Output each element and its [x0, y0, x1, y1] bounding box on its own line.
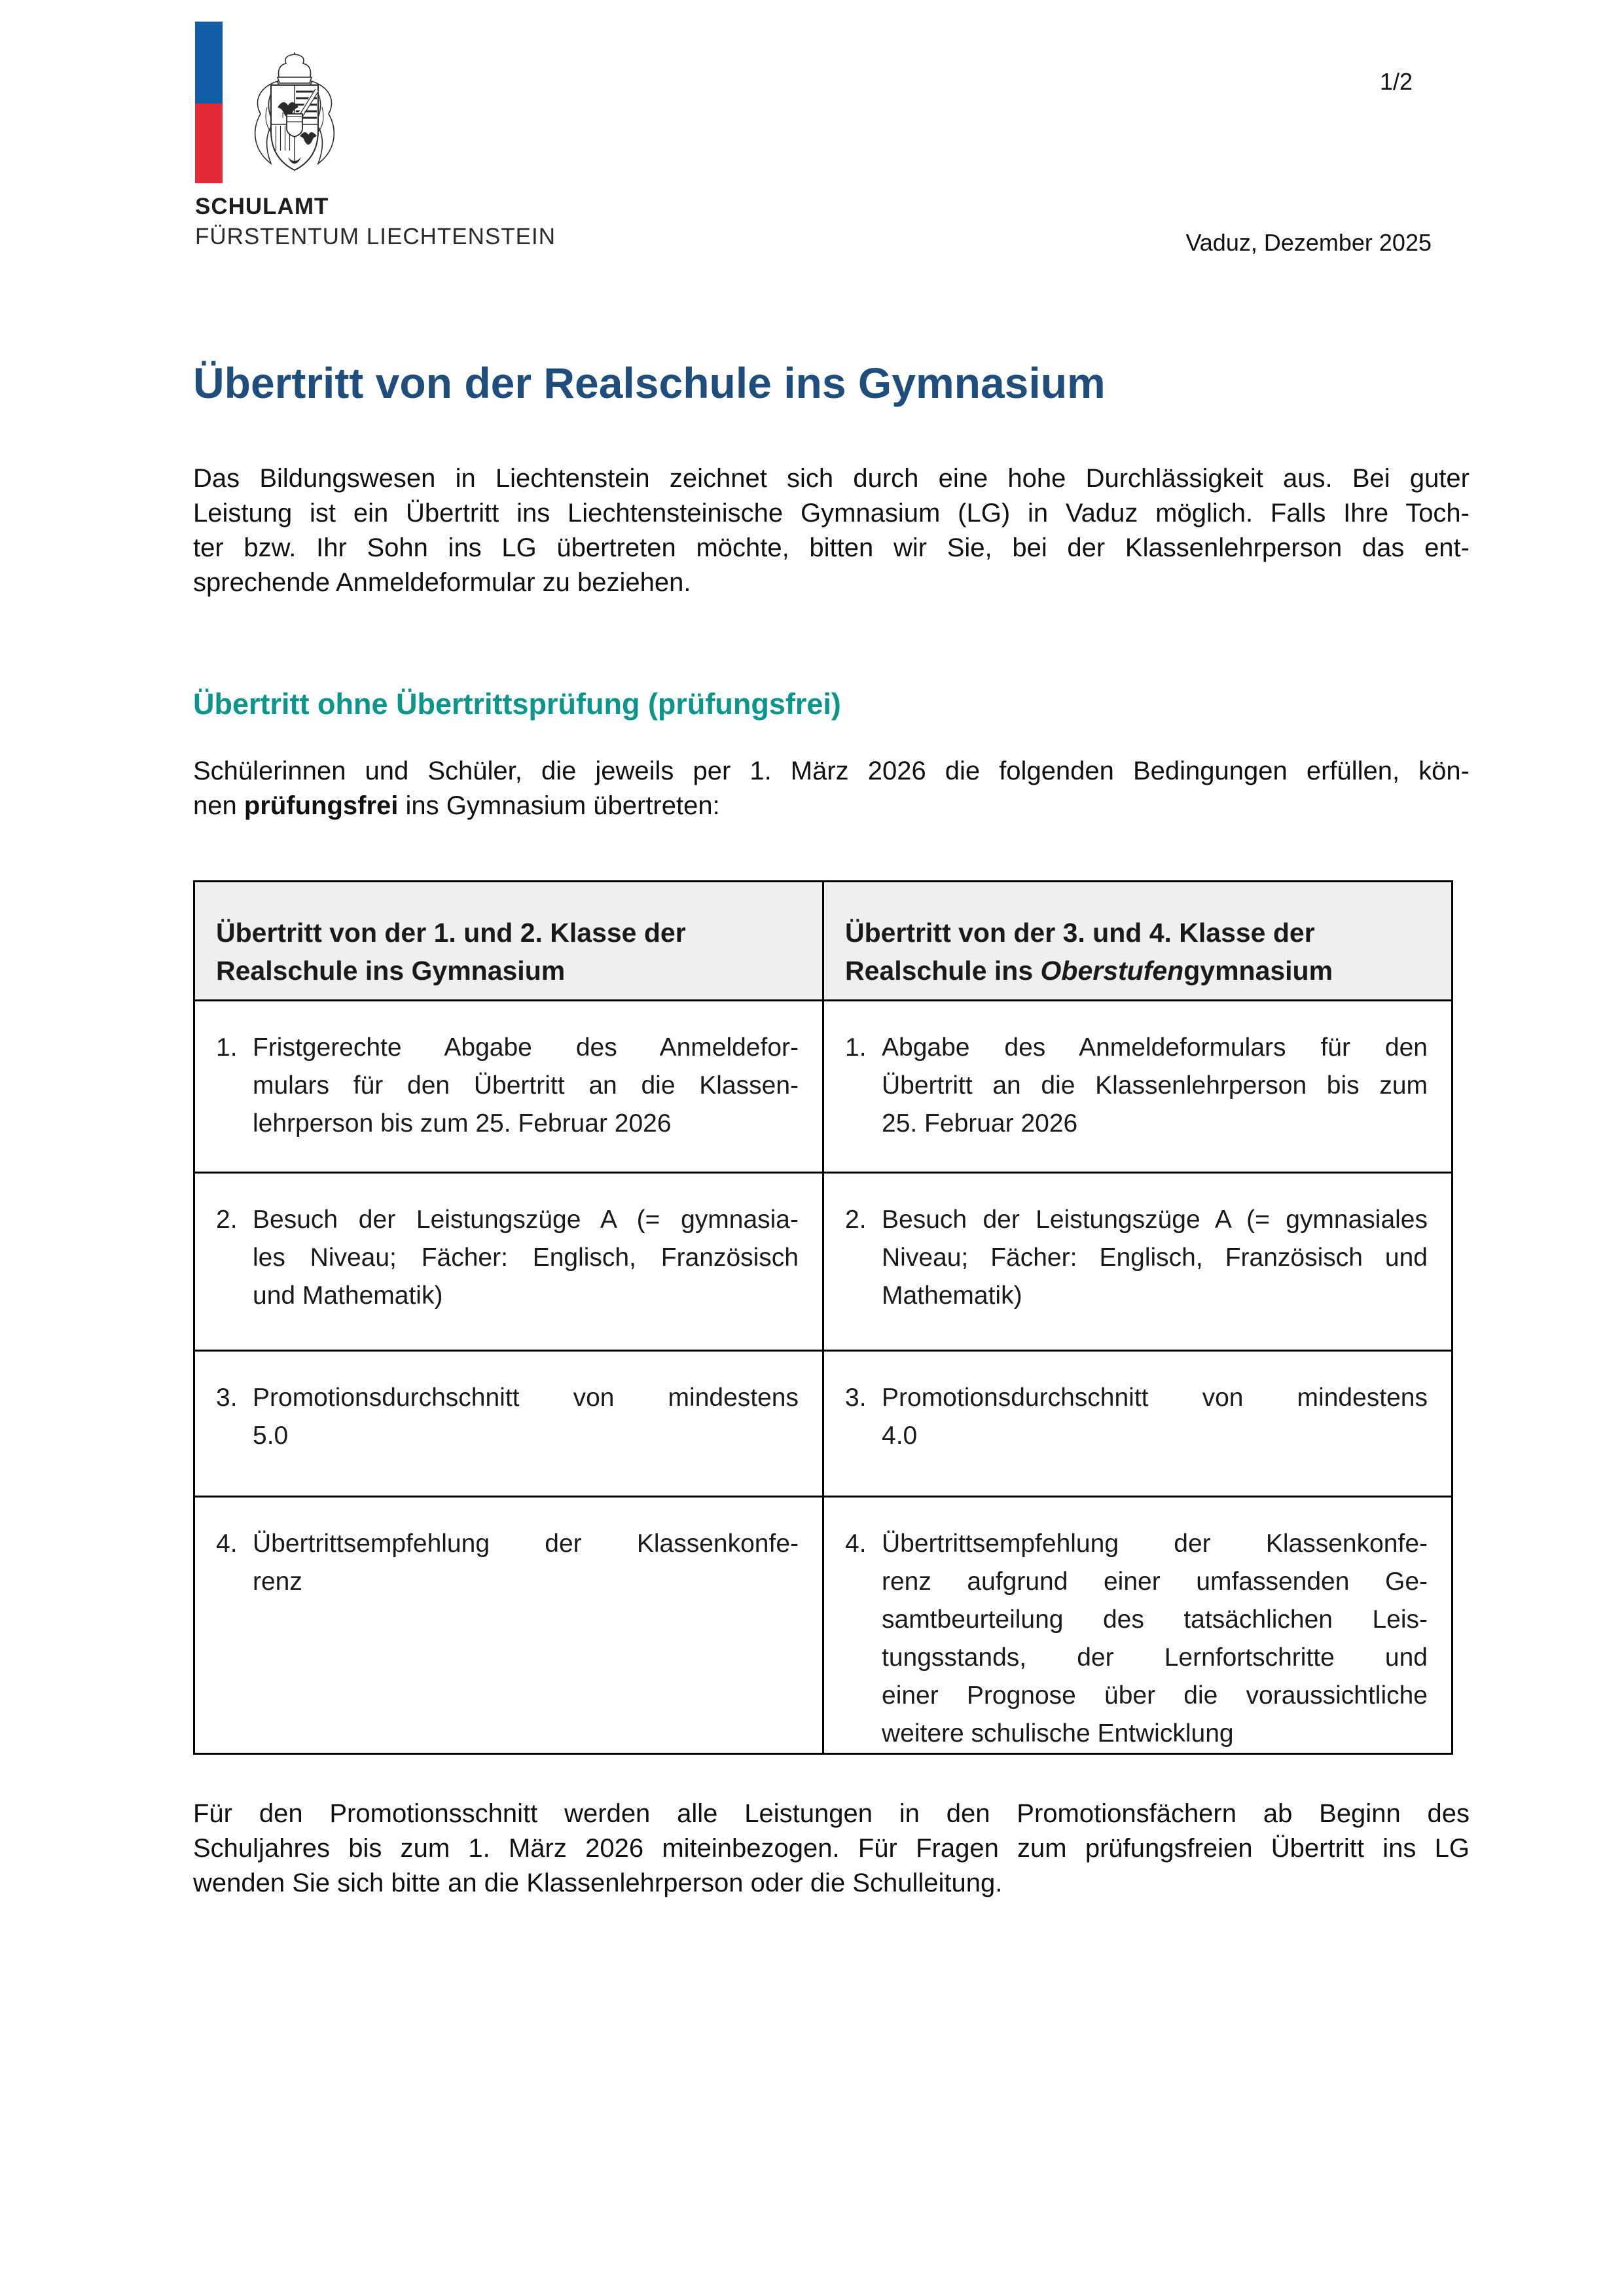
text-segment: Mathematik)	[882, 1282, 1022, 1310]
section-heading: Übertritt ohne Übertrittsprüfung (prüfungsfrei)	[193, 687, 841, 721]
list-item-text	[253, 1525, 799, 1601]
list-item-text	[882, 1029, 1428, 1143]
conditions-table-head	[194, 882, 1453, 1001]
text-line	[882, 1379, 1428, 1417]
conditions-table	[193, 880, 1453, 1755]
closing-paragraph	[193, 1797, 1470, 1901]
text-segment: Leistung ist ein Übertritt ins Liechtensteinische Gymnasium (LG) in Vaduz möglich. Falls Ihre Toch-	[193, 499, 1470, 528]
text-line	[216, 914, 799, 952]
table-cell-right	[823, 1173, 1453, 1351]
text-segment: Übertritt an die Klassenlehrperson bis zum	[882, 1071, 1428, 1100]
text-line	[845, 952, 1428, 990]
brand-bar-red	[195, 103, 223, 183]
list-number: 4.	[216, 1530, 238, 1558]
table-row	[194, 1173, 1453, 1351]
text-line	[882, 1239, 1428, 1277]
list-item-text	[253, 1379, 799, 1455]
numbered-list-item	[845, 1379, 1428, 1455]
brand-bar-blue	[195, 22, 223, 103]
org-name: SCHULAMT	[195, 194, 329, 219]
text-line	[253, 1201, 799, 1239]
text-segment: mulars für den Übertritt an die Klassen-	[253, 1071, 799, 1100]
text-line	[216, 952, 799, 990]
numbered-list-item	[216, 1029, 799, 1143]
text-segment: 25. Februar 2026	[882, 1109, 1078, 1138]
list-item-text	[882, 1201, 1428, 1315]
bold-text-segment: prüfungsfrei	[244, 791, 399, 820]
text-line	[882, 1601, 1428, 1639]
text-line	[253, 1563, 799, 1601]
text-line	[253, 1417, 799, 1455]
text-line	[253, 1029, 799, 1067]
text-segment: nen	[193, 791, 244, 820]
text-segment: Für den Promotionsschnitt werden alle Leistungen in den Promotionsfächern ab Beginn des	[193, 1799, 1470, 1828]
text-segment: Realschule ins Gymnasium	[216, 956, 566, 986]
text-line	[193, 1831, 1470, 1866]
text-segment: und Mathematik)	[253, 1282, 443, 1310]
text-line	[882, 1277, 1428, 1315]
page-number: 1/2	[1379, 68, 1413, 95]
text-line	[193, 1797, 1470, 1831]
text-segment: tungsstands, der Lernfortschritte und	[882, 1643, 1428, 1672]
list-item-text	[253, 1029, 799, 1143]
table-header-cell-left	[194, 882, 823, 1001]
document-title: Übertritt von der Realschule ins Gymnasium	[193, 359, 1106, 407]
text-line	[253, 1525, 799, 1563]
list-number: 1.	[216, 1033, 238, 1062]
text-line	[882, 1417, 1428, 1455]
table-row	[194, 1351, 1453, 1497]
intro-paragraph	[193, 461, 1470, 600]
list-number: 3.	[845, 1384, 867, 1412]
text-segment: sprechende Anmeldeformular zu beziehen.	[193, 568, 691, 597]
numbered-list-item	[845, 1525, 1428, 1753]
table-cell-right	[823, 1001, 1453, 1173]
table-cell-left	[194, 1173, 823, 1351]
table-cell-right	[823, 1497, 1453, 1754]
text-line	[193, 1866, 1470, 1901]
text-line	[882, 1639, 1428, 1677]
text-segment: weitere schulische Entwicklung	[882, 1719, 1234, 1748]
date-line: Vaduz, Dezember 2025	[1185, 229, 1432, 256]
text-line	[253, 1067, 799, 1105]
text-segment: 5.0	[253, 1422, 289, 1450]
list-number: 4.	[845, 1530, 867, 1558]
text-line	[845, 914, 1428, 952]
text-segment: Übertritt von der 3. und 4. Klasse der	[845, 918, 1315, 948]
text-line	[193, 531, 1470, 565]
text-segment: Besuch der Leistungszüge A (= gymnasiales	[882, 1206, 1428, 1234]
conditions-table-body	[194, 1001, 1453, 1754]
list-number: 3.	[216, 1384, 238, 1412]
text-line	[253, 1239, 799, 1277]
numbered-list-item	[216, 1525, 799, 1601]
org-subtitle: FÜRSTENTUM LIECHTENSTEIN	[195, 224, 556, 249]
coat-of-arms-icon	[237, 51, 355, 190]
text-segment: Schülerinnen und Schüler, die jeweils per 1. März 2026 die folgenden Bedingungen erfüllen, kön-	[193, 757, 1470, 785]
text-segment: Abgabe des Anmeldeformulars für den	[882, 1033, 1428, 1062]
list-item-text	[882, 1379, 1428, 1455]
numbered-list-item	[845, 1201, 1428, 1315]
text-segment: Schuljahres bis zum 1. März 2026 miteinbezogen. Für Fragen zum prüfungsfreien Übertritt ins LG	[193, 1834, 1470, 1863]
text-line	[253, 1277, 799, 1315]
text-segment: Realschule ins	[845, 956, 1041, 986]
table-row	[194, 1001, 1453, 1173]
text-segment: les Niveau; Fächer: Englisch, Französisch	[253, 1244, 799, 1272]
text-segment: renz aufgrund einer umfassenden Ge-	[882, 1568, 1428, 1596]
text-segment: lehrperson bis zum 25. Februar 2026	[253, 1109, 672, 1138]
text-line	[253, 1379, 799, 1417]
text-line	[882, 1105, 1428, 1143]
table-header-row	[194, 882, 1453, 1001]
text-segment: gymnasium	[1183, 956, 1333, 986]
text-line	[193, 789, 1470, 823]
table-cell-left	[194, 1001, 823, 1173]
table-cell-right	[823, 1351, 1453, 1497]
numbered-list-item	[845, 1029, 1428, 1143]
text-line	[882, 1525, 1428, 1563]
text-segment: Promotionsdurchschnitt von mindestens	[253, 1384, 799, 1412]
table-header-cell-right	[823, 882, 1453, 1001]
text-segment: samtbeurteilung des tatsächlichen Leis-	[882, 1605, 1428, 1634]
document-body	[193, 357, 1470, 1901]
text-segment: Übertrittsempfehlung der Klassenkonfe-	[253, 1530, 799, 1558]
text-segment: Besuch der Leistungszüge A (= gymnasia-	[253, 1206, 799, 1234]
text-segment: Das Bildungswesen in Liechtenstein zeichnet sich durch eine hohe Durchlässigkeit aus. Bei guter	[193, 464, 1470, 493]
text-line	[882, 1067, 1428, 1105]
brand-color-bar	[195, 22, 223, 183]
list-number: 2.	[216, 1206, 238, 1234]
table-cell-left	[194, 1497, 823, 1754]
text-segment: ter bzw. Ihr Sohn ins LG übertreten möchte, bitten wir Sie, bei der Klassenlehrperson das ent-	[193, 533, 1470, 562]
text-segment: Übertritt von der 1. und 2. Klasse der	[216, 918, 686, 948]
list-item-text	[882, 1525, 1428, 1753]
text-segment: Promotionsdurchschnitt von mindestens	[882, 1384, 1428, 1412]
text-line	[193, 565, 1470, 600]
text-line	[193, 496, 1470, 531]
table-row	[194, 1497, 1453, 1754]
text-segment: 4.0	[882, 1422, 918, 1450]
text-line	[882, 1029, 1428, 1067]
text-segment: Übertrittsempfehlung der Klassenkonfe-	[882, 1530, 1428, 1558]
text-line	[253, 1105, 799, 1143]
text-line	[882, 1201, 1428, 1239]
text-line	[193, 461, 1470, 496]
text-segment: einer Prognose über die voraussichtliche	[882, 1681, 1428, 1710]
list-number: 1.	[845, 1033, 867, 1062]
text-line	[882, 1563, 1428, 1601]
text-segment: wenden Sie sich bitte an die Klassenlehrperson oder die Schulleitung.	[193, 1869, 1003, 1897]
numbered-list-item	[216, 1201, 799, 1315]
italic-text-segment: Oberstufen	[1040, 956, 1184, 986]
list-number: 2.	[845, 1206, 867, 1234]
conditions-intro-paragraph	[193, 754, 1470, 823]
text-segment: ins Gymnasium übertreten:	[398, 791, 720, 820]
list-item-text	[253, 1201, 799, 1315]
text-line	[193, 754, 1470, 789]
text-line	[882, 1715, 1428, 1753]
text-line	[882, 1677, 1428, 1715]
text-segment: Niveau; Fächer: Englisch, Französisch und	[882, 1244, 1428, 1272]
text-segment: Fristgerechte Abgabe des Anmeldefor-	[253, 1033, 799, 1062]
numbered-list-item	[216, 1379, 799, 1455]
text-segment: renz	[253, 1568, 302, 1596]
table-cell-left	[194, 1351, 823, 1497]
